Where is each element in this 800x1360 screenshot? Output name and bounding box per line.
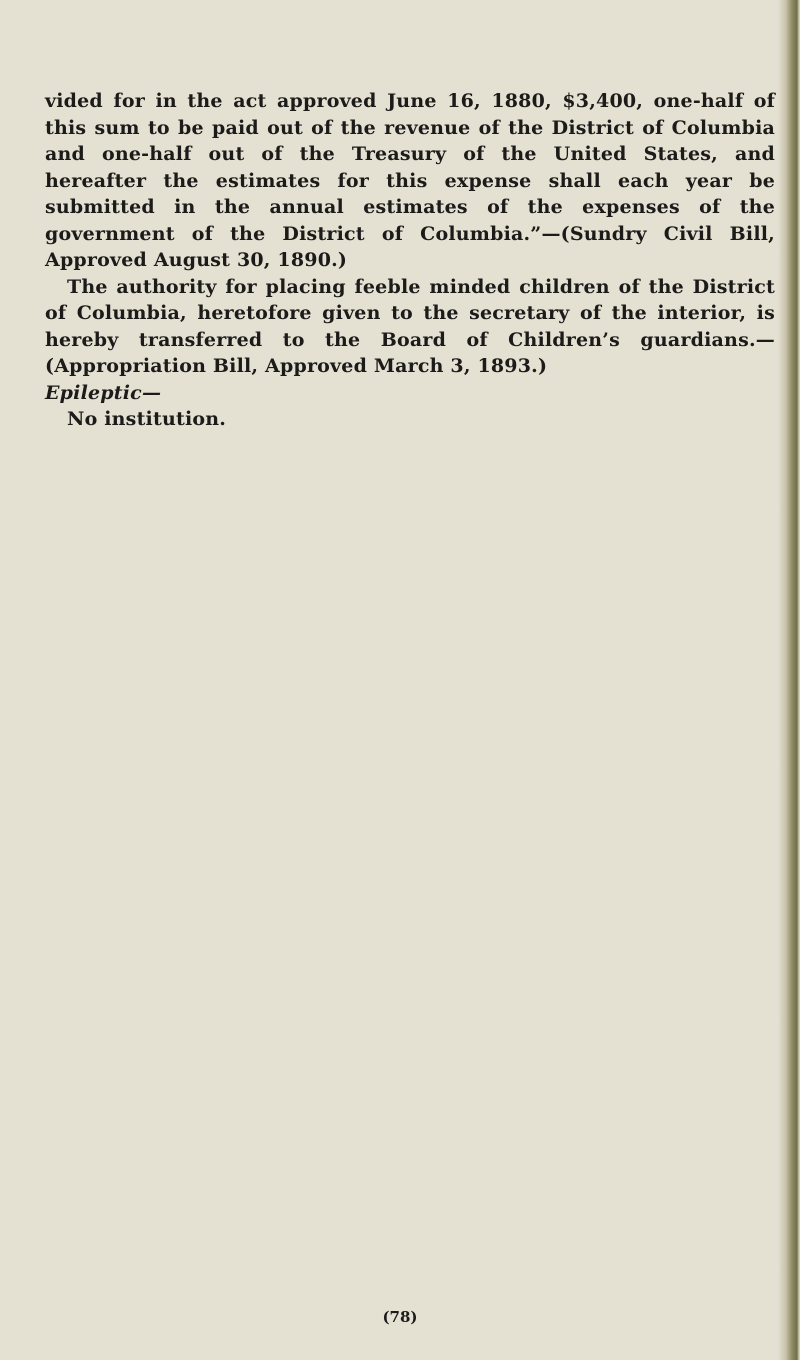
body-text	[45, 88, 775, 433]
section-heading-epileptic: Epileptic—	[45, 381, 162, 404]
book-spine-shadow	[778, 0, 800, 1360]
paragraph-feeble-minded-authority: The authority for placing feeble minded children of the District of Columbia, heretofore given to the secretary of the interior, is hereby transferred to the Board of Children’s guardians.—(Appropriation Bill, Approved March 3, 1893.)	[45, 275, 775, 377]
section-text-no-institution: No institution.	[67, 408, 227, 430]
page-number: (78)	[382, 1308, 418, 1326]
paragraph-continuation: vided for in the act approved June 16, 1880, $3,400, one-half of this sum to be paid out of the revenue of the District of Columbia and one-half out of the Treasury of the United States, and hereafter the estimates for this expense shall each year be submitted in the annual estimates of the expenses of the government of the District of Columbia.”—(Sundry Civil Bill, Approved August 30, 1890.)	[45, 90, 775, 271]
